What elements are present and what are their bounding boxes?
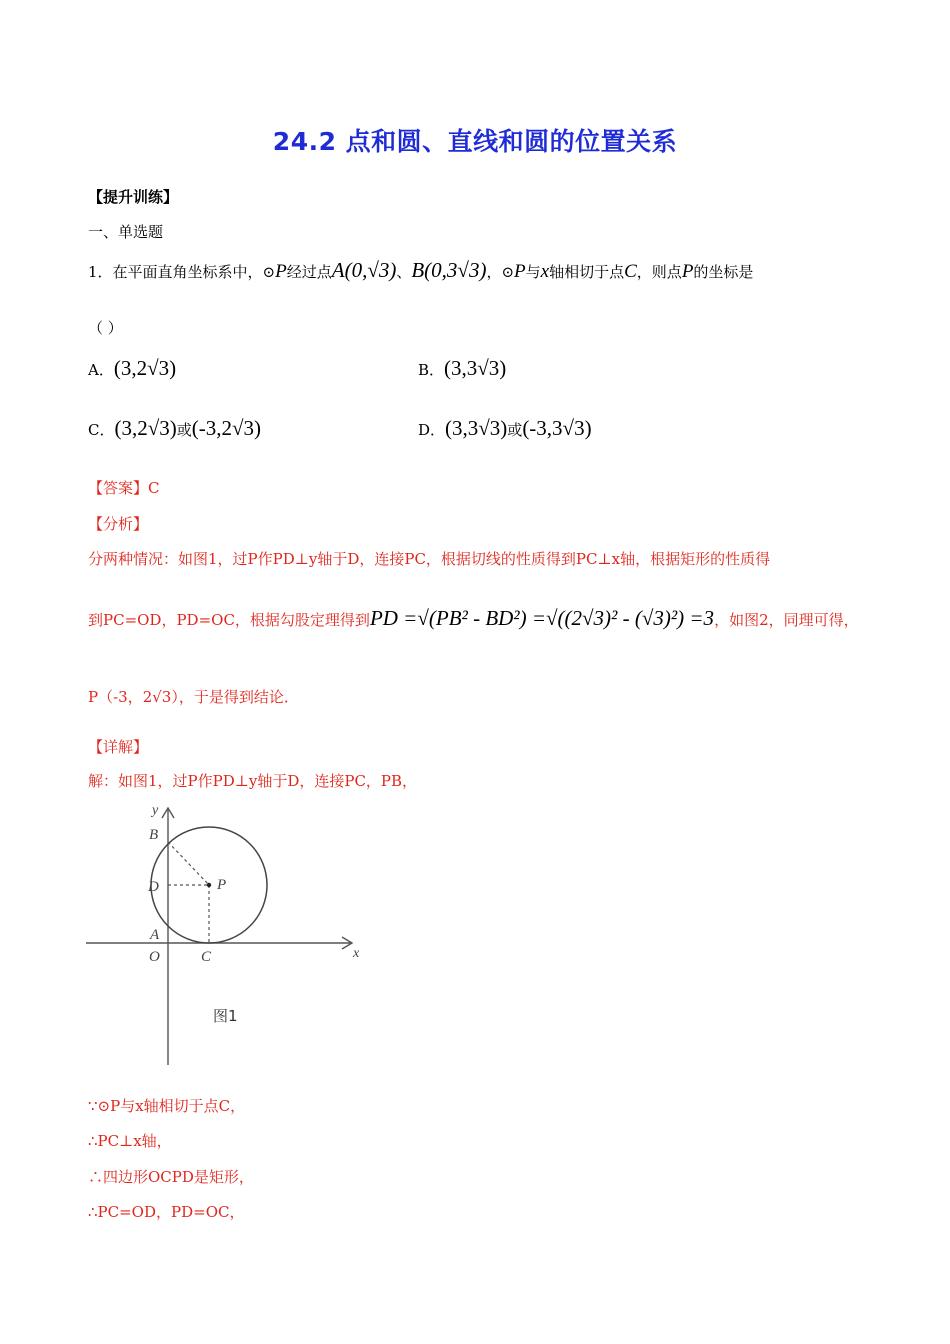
label-d: D	[148, 879, 159, 895]
detail-tag: 【详解】	[88, 738, 149, 756]
label-x: x	[353, 946, 360, 961]
detail-step-4: ∴PC=OD，PD=OC，	[88, 1203, 245, 1221]
figure-1	[80, 800, 370, 1075]
center-point	[207, 883, 211, 887]
analysis-line-2: 到PC=OD，PD=OC，根据勾股定理得到PD =√(PB² - BD²) =√((2√3)² - (√3)²) =3，如图2，同理可得，	[88, 606, 859, 630]
segment-pb	[168, 842, 209, 885]
question-number: 1．	[88, 263, 113, 281]
label-c: C	[201, 949, 212, 965]
question-line: 1．在平面直角坐标系中，⊙P经过点A(0,√3)、B(0,3√3)，⊙P与x轴相切于点C，则点P的坐标是	[88, 258, 754, 282]
option-c: C．(3,2√3)或(-3,2√3)	[88, 416, 262, 440]
page-title: 24.2 点和圆、直线和圆的位置关系	[272, 127, 678, 156]
part-heading: 一、单选题	[88, 223, 164, 241]
option-a: A．(3,2√3)	[88, 356, 177, 380]
option-d: D．(3,3√3)或(-3,3√3)	[418, 416, 592, 440]
label-a: A	[150, 927, 160, 943]
answer-line	[88, 477, 160, 498]
section-tag: 【提升训练】	[88, 188, 179, 206]
answer-blank: （ ）	[88, 319, 123, 337]
label-b: B	[149, 827, 159, 843]
answer-tag: 【答案】	[88, 479, 149, 497]
label-p: P	[217, 877, 227, 893]
label-o: O	[149, 949, 160, 965]
answer-value: C	[148, 479, 160, 497]
analysis-line-3: P（-3，2√3），于是得到结论．	[88, 688, 299, 706]
detail-step-1: ∵⊙P与x轴相切于点C，	[88, 1097, 246, 1115]
detail-step-2: ∴PC⊥x轴，	[88, 1132, 172, 1150]
analysis-line-1: 分两种情况：如图1，过P作PD⊥y轴于D，连接PC，根据切线的性质得到PC⊥x轴，根据矩形的性质得	[88, 550, 771, 568]
point-a: A(0,√3)	[331, 258, 397, 282]
figure-caption: 图1	[213, 1007, 238, 1025]
option-b: B．(3,3√3)	[418, 356, 507, 380]
detail-line-1: 解：如图1，过P作PD⊥y轴于D，连接PC，PB，	[88, 772, 418, 790]
label-y: y	[152, 803, 159, 818]
point-b: B(0,3√3)	[411, 258, 487, 282]
analysis-tag: 【分析】	[88, 515, 149, 533]
pythagoras-formula: PD =√(PB² - BD²) =√((2√3)² - (√3)²) =3	[369, 606, 715, 630]
detail-step-3: ∴四边形OCPD是矩形，	[88, 1168, 254, 1186]
